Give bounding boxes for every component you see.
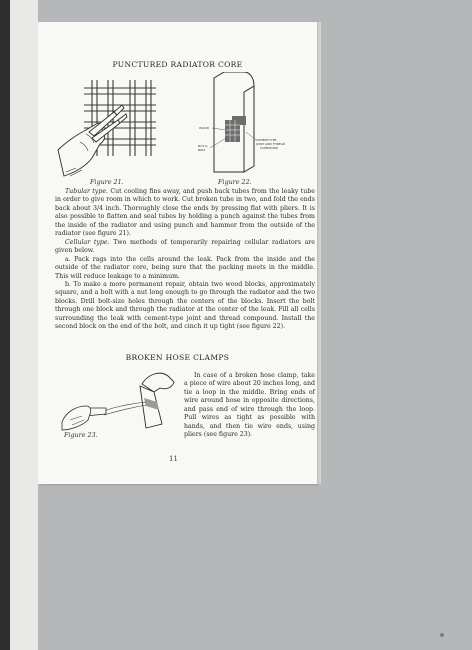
paragraph-cellular-body: Two methods of temporarily repairing cellular radiators are given below.	[55, 238, 315, 255]
paragraph-tubular-type	[55, 188, 315, 239]
scan-speck	[440, 633, 444, 637]
radiator-repair-text	[55, 188, 315, 332]
page-number: 11	[169, 455, 178, 463]
figure-22-label-nut: NUT &	[198, 144, 208, 148]
figure-22-illustration	[188, 72, 308, 178]
page-right-edge	[317, 22, 321, 484]
scanner-dark-edge	[0, 0, 10, 650]
figure-23-illustration	[58, 362, 176, 432]
broken-hose-clamp-text	[184, 372, 315, 440]
heading-broken-hose-clamps: BROKEN HOSE CLAMPS	[125, 353, 230, 362]
paragraph-hose-clamp: In case of a broken hose clamp, take a piece of wire about 20 inches long, and tie a loop in the middle. Bring ends of wire around hose in opposite directions, and pass end of wire through the loop. Pull wires as tight as possible with hands, and then tie wire ends, using pliers (see figure 23).	[184, 372, 315, 439]
figure-21-caption: Figure 21.	[90, 178, 124, 186]
figure-22-label-bolt: BOLT	[198, 148, 206, 152]
figure-21-illustration	[56, 72, 166, 180]
paragraph-cellular-lead: Cellular type.	[65, 238, 110, 246]
figure-23-caption: Figure 23.	[64, 431, 98, 439]
left-page-margin	[10, 0, 38, 650]
paragraph-method-b: b. To make a more permanent repair, obtain two wood blocks, approximately square, and a bolt with a nut long enough to go through the radiator and the two blocks. Drill bolt-size holes through the centers of the blocks. Insert the bolt through one block and through the radiator at the center of the leak. Fill all cells surrounding the leak with cement-type joint and thread compound. Install the second block on the end of the bolt, and cinch it up tight (see figure 22).	[55, 280, 315, 331]
heading-punctured-radiator-core: PUNCTURED RADIATOR CORE	[112, 60, 243, 69]
book-page	[38, 22, 317, 484]
figure-22-label-cement-2: JOINT AND THREAD	[256, 142, 286, 146]
paragraph-method-a: a. Pack rags into the cells around the leak. Pack from the inside and the outside of the radiator core, being sure that the packing meets in the middle. This will reduce leakage to a minimum.	[55, 255, 315, 280]
figure-22-label-wood: WOOD	[199, 126, 209, 130]
paragraph-tubular-body: Cut cooling fins away, and push back tubes from the leaky tube in order to give room in which to work. Cut broken tube in two, and fold the ends back about 3/4 inch. Thoroughly close the ends by pressing flat with pliers. It is also possible to flatten and seal tubes by holding a punch against the tubes from the inside of the radiator and using punch and hammer from the outside of the radiator (see figure 21).	[55, 188, 315, 238]
paragraph-tubular-lead: Tubular type.	[65, 188, 108, 195]
figure-22-caption: Figure 22.	[218, 178, 252, 186]
figure-22-label-cement-1: CEMENT-TYPE	[256, 138, 277, 142]
figure-22-label-cement-3: COMPOUND	[260, 146, 278, 150]
paragraph-cellular-type	[55, 239, 315, 256]
